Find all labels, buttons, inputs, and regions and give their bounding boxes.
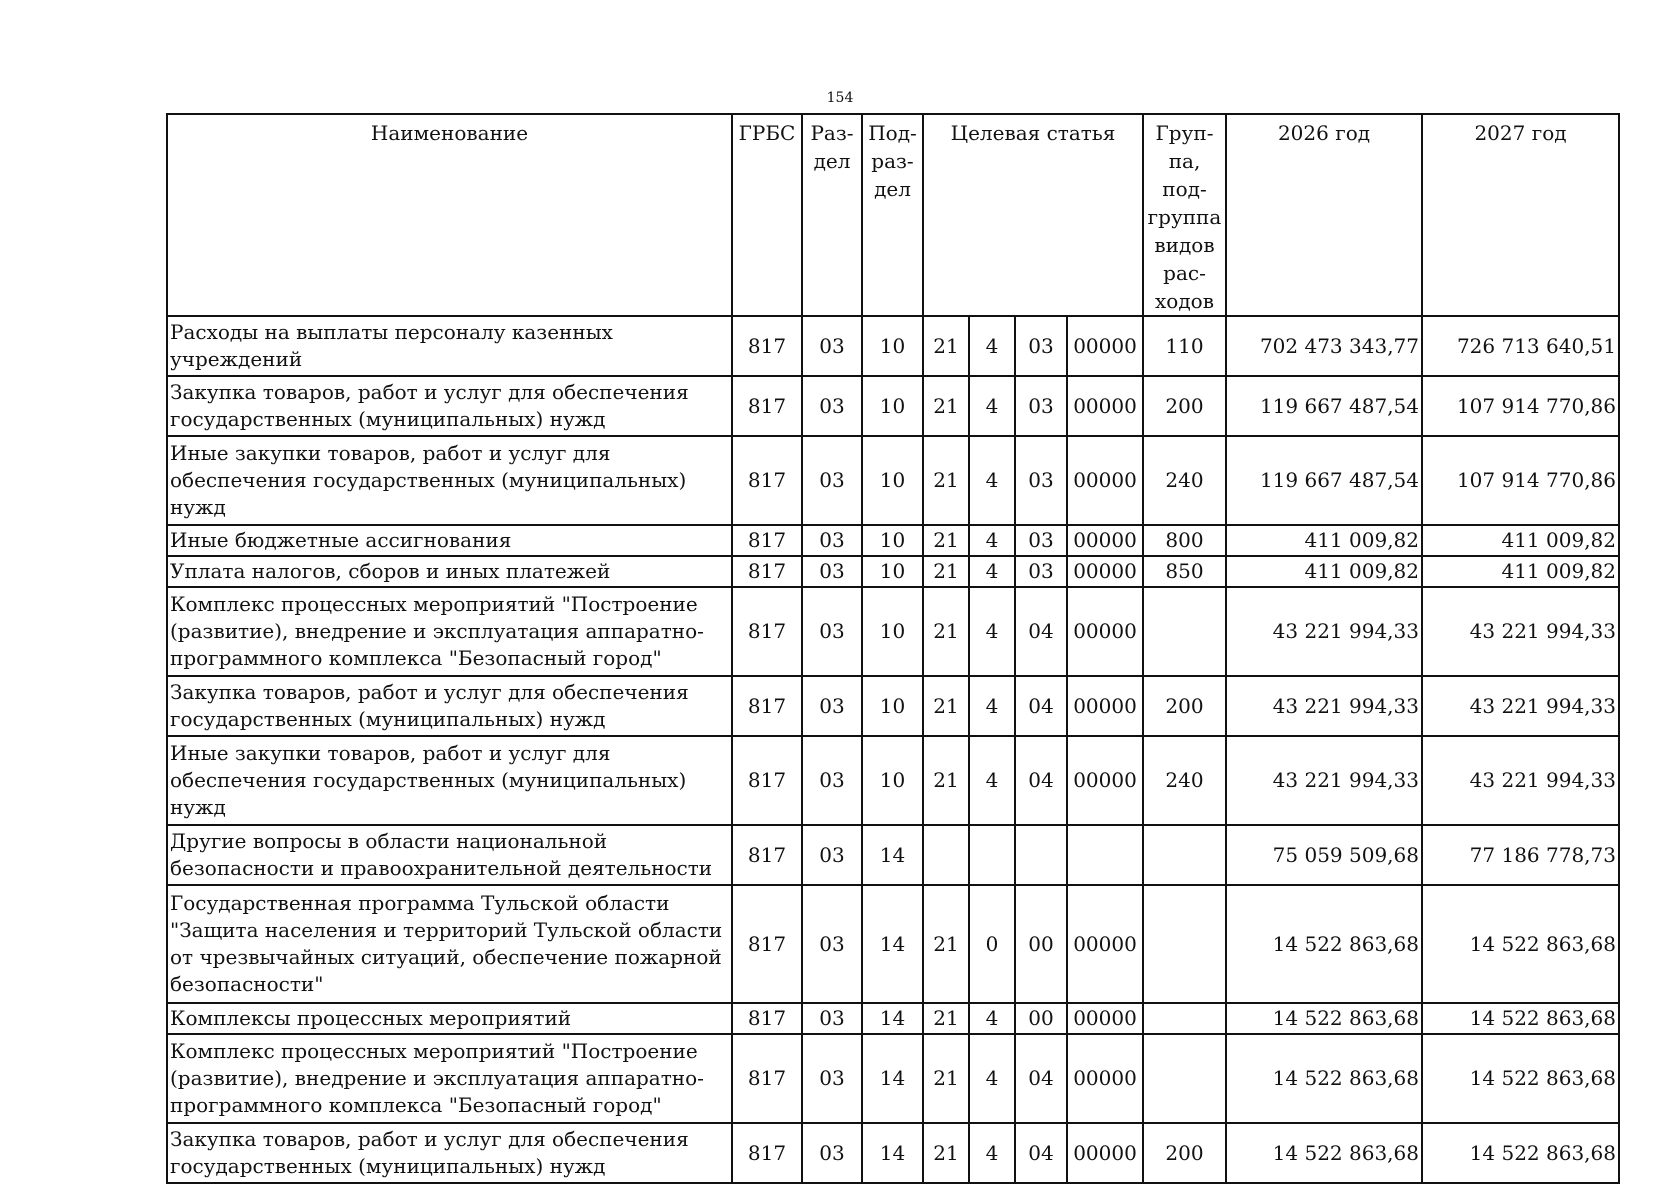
cell-razdel: 03 (802, 1123, 862, 1183)
table-row (167, 1034, 1619, 1123)
cell-target-subprogram: 00 (1015, 1003, 1067, 1034)
cell-target-type (969, 825, 1015, 885)
cell-target-type: 4 (969, 1123, 1015, 1183)
cell-target-direction: 00000 (1067, 885, 1143, 1003)
cell-amount-2027: 107 914 770,86 (1422, 376, 1619, 436)
cell-target-direction: 00000 (1067, 1034, 1143, 1123)
cell-name: Иные закупки товаров, работ и услуг для обеспечения государственных (муниципальных) нужд (167, 436, 732, 525)
cell-target-type: 4 (969, 736, 1015, 825)
cell-podrazdel: 10 (862, 436, 923, 525)
cell-name: Комплекс процессных мероприятий "Построение (развитие), внедрение и эксплуатация аппаратно-программного комплекса "Безопасный город" (167, 587, 732, 676)
cell-target-type: 4 (969, 436, 1015, 525)
cell-amount-2026: 14 522 863,68 (1226, 1034, 1422, 1123)
cell-target-direction: 00000 (1067, 376, 1143, 436)
cell-amount-2027: 77 186 778,73 (1422, 825, 1619, 885)
cell-amount-2026: 411 009,82 (1226, 556, 1422, 587)
cell-amount-2026: 119 667 487,54 (1226, 376, 1422, 436)
cell-name: Комплексы процессных мероприятий (167, 1003, 732, 1034)
cell-target-type: 4 (969, 676, 1015, 736)
cell-target-program: 21 (923, 436, 969, 525)
cell-podrazdel: 10 (862, 676, 923, 736)
cell-target-subprogram: 04 (1015, 587, 1067, 676)
cell-name: Другие вопросы в области национальной безопасности и правоохранительной деятельности (167, 825, 732, 885)
cell-name: Комплекс процессных мероприятий "Построение (развитие), внедрение и эксплуатация аппаратно-программного комплекса "Безопасный город" (167, 1034, 732, 1123)
table-row (167, 885, 1619, 1003)
cell-amount-2026: 702 473 343,77 (1226, 316, 1422, 376)
cell-grbs: 817 (732, 676, 802, 736)
table-row (167, 556, 1619, 587)
cell-expense-group (1143, 1003, 1226, 1034)
cell-expense-group: 800 (1143, 525, 1226, 556)
cell-amount-2026: 43 221 994,33 (1226, 736, 1422, 825)
table-row (167, 436, 1619, 525)
table-row (167, 525, 1619, 556)
cell-expense-group (1143, 885, 1226, 1003)
cell-name: Уплата налогов, сборов и иных платежей (167, 556, 732, 587)
cell-target-program: 21 (923, 736, 969, 825)
cell-razdel: 03 (802, 316, 862, 376)
table-row (167, 825, 1619, 885)
cell-target-program: 21 (923, 1003, 969, 1034)
cell-target-program: 21 (923, 1123, 969, 1183)
cell-target-program: 21 (923, 885, 969, 1003)
cell-target-type: 4 (969, 376, 1015, 436)
cell-podrazdel: 10 (862, 556, 923, 587)
cell-name: Расходы на выплаты персоналу казенных учреждений (167, 316, 732, 376)
cell-target-type: 4 (969, 556, 1015, 587)
cell-name: Закупка товаров, работ и услуг для обеспечения государственных (муниципальных) нужд (167, 1123, 732, 1183)
table-row (167, 376, 1619, 436)
cell-grbs: 817 (732, 436, 802, 525)
cell-target-program: 21 (923, 316, 969, 376)
cell-grbs: 817 (732, 1034, 802, 1123)
cell-expense-group: 200 (1143, 676, 1226, 736)
cell-target-program: 21 (923, 1034, 969, 1123)
cell-podrazdel: 10 (862, 376, 923, 436)
cell-target-direction: 00000 (1067, 676, 1143, 736)
cell-podrazdel: 14 (862, 885, 923, 1003)
cell-amount-2027: 43 221 994,33 (1422, 587, 1619, 676)
cell-podrazdel: 10 (862, 736, 923, 825)
cell-target-direction: 00000 (1067, 1003, 1143, 1034)
cell-podrazdel: 14 (862, 1003, 923, 1034)
cell-amount-2027: 14 522 863,68 (1422, 1123, 1619, 1183)
cell-name: Иные закупки товаров, работ и услуг для обеспечения государственных (муниципальных) нужд (167, 736, 732, 825)
cell-amount-2026: 14 522 863,68 (1226, 1003, 1422, 1034)
cell-razdel: 03 (802, 1003, 862, 1034)
cell-target-type: 4 (969, 316, 1015, 376)
cell-amount-2027: 411 009,82 (1422, 525, 1619, 556)
cell-target-subprogram: 04 (1015, 1034, 1067, 1123)
cell-razdel: 03 (802, 736, 862, 825)
header-name: Наименование (167, 114, 732, 316)
cell-razdel: 03 (802, 1034, 862, 1123)
cell-razdel: 03 (802, 587, 862, 676)
cell-name: Государственная программа Тульской области "Защита населения и территорий Тульской области от чрезвычайных ситуаций, обеспечение пожарной безопасности" (167, 885, 732, 1003)
cell-razdel: 03 (802, 556, 862, 587)
header-row (167, 114, 1619, 316)
cell-amount-2027: 726 713 640,51 (1422, 316, 1619, 376)
cell-target-type: 0 (969, 885, 1015, 1003)
cell-target-type: 4 (969, 525, 1015, 556)
cell-amount-2027: 43 221 994,33 (1422, 736, 1619, 825)
cell-podrazdel: 14 (862, 825, 923, 885)
cell-grbs: 817 (732, 556, 802, 587)
header-expense-group: Груп-па, под-группа видов рас-ходов (1143, 114, 1226, 316)
cell-razdel: 03 (802, 825, 862, 885)
cell-target-direction (1067, 825, 1143, 885)
table-row (167, 736, 1619, 825)
cell-grbs: 817 (732, 736, 802, 825)
cell-name: Закупка товаров, работ и услуг для обеспечения государственных (муниципальных) нужд (167, 376, 732, 436)
cell-podrazdel: 10 (862, 587, 923, 676)
cell-target-direction: 00000 (1067, 1123, 1143, 1183)
cell-amount-2027: 43 221 994,33 (1422, 676, 1619, 736)
cell-target-subprogram: 03 (1015, 436, 1067, 525)
cell-expense-group (1143, 825, 1226, 885)
header-target-article: Целевая статья (923, 114, 1143, 316)
cell-expense-group: 200 (1143, 376, 1226, 436)
cell-target-subprogram: 04 (1015, 736, 1067, 825)
cell-amount-2027: 14 522 863,68 (1422, 1034, 1619, 1123)
cell-grbs: 817 (732, 1123, 802, 1183)
cell-podrazdel: 14 (862, 1034, 923, 1123)
cell-target-subprogram: 03 (1015, 556, 1067, 587)
cell-target-program (923, 825, 969, 885)
cell-expense-group (1143, 1034, 1226, 1123)
cell-amount-2027: 14 522 863,68 (1422, 1003, 1619, 1034)
cell-amount-2026: 119 667 487,54 (1226, 436, 1422, 525)
cell-target-program: 21 (923, 587, 969, 676)
cell-podrazdel: 10 (862, 525, 923, 556)
cell-target-subprogram: 04 (1015, 1123, 1067, 1183)
cell-expense-group: 240 (1143, 436, 1226, 525)
cell-name: Закупка товаров, работ и услуг для обеспечения государственных (муниципальных) нужд (167, 676, 732, 736)
cell-grbs: 817 (732, 1003, 802, 1034)
cell-amount-2027: 14 522 863,68 (1422, 885, 1619, 1003)
cell-expense-group: 850 (1143, 556, 1226, 587)
cell-target-subprogram: 04 (1015, 676, 1067, 736)
cell-razdel: 03 (802, 525, 862, 556)
cell-podrazdel: 10 (862, 316, 923, 376)
table-row (167, 676, 1619, 736)
cell-name: Иные бюджетные ассигнования (167, 525, 732, 556)
cell-expense-group: 110 (1143, 316, 1226, 376)
cell-target-program: 21 (923, 525, 969, 556)
cell-target-type: 4 (969, 1034, 1015, 1123)
cell-razdel: 03 (802, 676, 862, 736)
page-number: 154 (826, 90, 854, 106)
cell-razdel: 03 (802, 436, 862, 525)
table-row (167, 1123, 1619, 1183)
cell-grbs: 817 (732, 316, 802, 376)
header-year-2026: 2026 год (1226, 114, 1422, 316)
cell-razdel: 03 (802, 376, 862, 436)
cell-amount-2027: 107 914 770,86 (1422, 436, 1619, 525)
cell-target-subprogram: 03 (1015, 316, 1067, 376)
cell-grbs: 817 (732, 525, 802, 556)
cell-amount-2026: 43 221 994,33 (1226, 587, 1422, 676)
cell-target-direction: 00000 (1067, 525, 1143, 556)
table-row (167, 1003, 1619, 1034)
cell-grbs: 817 (732, 587, 802, 676)
cell-amount-2026: 14 522 863,68 (1226, 1123, 1422, 1183)
cell-target-direction: 00000 (1067, 587, 1143, 676)
cell-grbs: 817 (732, 825, 802, 885)
cell-target-subprogram: 00 (1015, 885, 1067, 1003)
cell-target-program: 21 (923, 676, 969, 736)
cell-target-direction: 00000 (1067, 556, 1143, 587)
cell-target-program: 21 (923, 556, 969, 587)
cell-target-program: 21 (923, 376, 969, 436)
cell-target-subprogram (1015, 825, 1067, 885)
table-row (167, 316, 1619, 376)
cell-amount-2026: 75 059 509,68 (1226, 825, 1422, 885)
budget-table (166, 113, 1620, 1184)
cell-target-direction: 00000 (1067, 316, 1143, 376)
cell-amount-2026: 43 221 994,33 (1226, 676, 1422, 736)
header-year-2027: 2027 год (1422, 114, 1619, 316)
cell-grbs: 817 (732, 885, 802, 1003)
cell-target-type: 4 (969, 587, 1015, 676)
cell-podrazdel: 14 (862, 1123, 923, 1183)
cell-expense-group (1143, 587, 1226, 676)
cell-grbs: 817 (732, 376, 802, 436)
header-razdel: Раз-дел (802, 114, 862, 316)
cell-amount-2026: 14 522 863,68 (1226, 885, 1422, 1003)
header-podrazdel: Под-раз-дел (862, 114, 923, 316)
cell-amount-2026: 411 009,82 (1226, 525, 1422, 556)
cell-target-subprogram: 03 (1015, 525, 1067, 556)
cell-target-direction: 00000 (1067, 436, 1143, 525)
cell-target-direction: 00000 (1067, 736, 1143, 825)
cell-expense-group: 200 (1143, 1123, 1226, 1183)
table-row (167, 587, 1619, 676)
cell-expense-group: 240 (1143, 736, 1226, 825)
cell-amount-2027: 411 009,82 (1422, 556, 1619, 587)
header-grbs: ГРБС (732, 114, 802, 316)
cell-target-type: 4 (969, 1003, 1015, 1034)
cell-target-subprogram: 03 (1015, 376, 1067, 436)
cell-razdel: 03 (802, 885, 862, 1003)
